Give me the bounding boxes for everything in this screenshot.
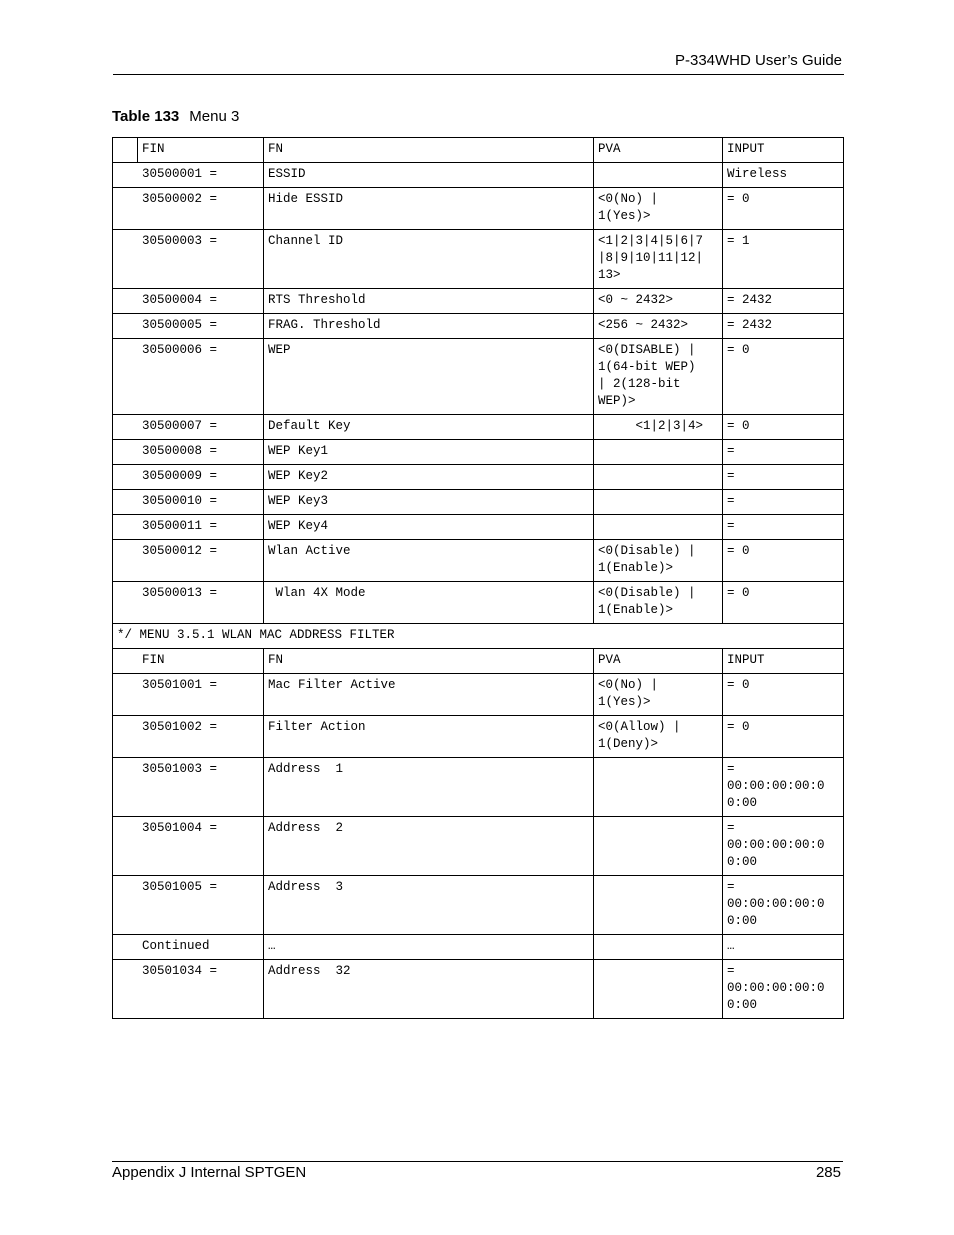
table-row	[113, 716, 844, 758]
table-row	[113, 960, 844, 1019]
input-cell: = 0	[723, 415, 844, 440]
table-row	[113, 817, 844, 876]
fn-cell: Default Key	[264, 415, 594, 440]
fin-cell: 30500006 =	[113, 339, 264, 415]
fin-cell: 30500009 =	[113, 465, 264, 490]
indent-cell	[113, 138, 138, 163]
input-cell: =	[723, 440, 844, 465]
fn-cell: FRAG. Threshold	[264, 314, 594, 339]
input-cell: =	[723, 490, 844, 515]
pva-cell	[594, 163, 723, 188]
fn-cell: WEP Key3	[264, 490, 594, 515]
table-row	[113, 490, 844, 515]
header-row	[113, 649, 844, 674]
pva-cell: <0 ~ 2432>	[594, 289, 723, 314]
table-row	[113, 582, 844, 624]
table-row	[113, 415, 844, 440]
pva-cell	[594, 758, 723, 817]
input-cell: = 00:00:00:00:0 0:00	[723, 817, 844, 876]
table-row	[113, 163, 844, 188]
input-cell: = 0	[723, 339, 844, 415]
pva-cell	[594, 465, 723, 490]
input-cell: = 2432	[723, 289, 844, 314]
menu-3-table	[112, 137, 844, 1019]
table-row	[113, 674, 844, 716]
input-cell: = 1	[723, 230, 844, 289]
header-input: INPUT	[723, 138, 844, 163]
fin-cell: Continued	[113, 935, 264, 960]
pva-cell	[594, 876, 723, 935]
fn-cell: Hide ESSID	[264, 188, 594, 230]
input-cell: Wireless	[723, 163, 844, 188]
table-row	[113, 289, 844, 314]
header-fin: FIN	[113, 649, 264, 674]
input-cell: = 0	[723, 188, 844, 230]
table-row	[113, 758, 844, 817]
fin-cell: 30501004 =	[113, 817, 264, 876]
input-cell: =	[723, 465, 844, 490]
table-title: Menu 3	[189, 108, 240, 125]
table-row	[113, 188, 844, 230]
header-input: INPUT	[723, 649, 844, 674]
table-row	[113, 515, 844, 540]
fin-cell: 30501002 =	[113, 716, 264, 758]
fin-cell: 30500012 =	[113, 540, 264, 582]
table-row	[113, 465, 844, 490]
table-number: Table 133	[112, 108, 180, 125]
table-row	[113, 540, 844, 582]
fin-cell: 30500003 =	[113, 230, 264, 289]
fin-cell: 30501001 =	[113, 674, 264, 716]
fin-cell: 30501003 =	[113, 758, 264, 817]
input-cell: = 0	[723, 540, 844, 582]
table-row	[113, 935, 844, 960]
pva-cell: <0(No) | 1(Yes)>	[594, 674, 723, 716]
page-header	[113, 50, 844, 75]
input-cell: = 0	[723, 716, 844, 758]
pva-cell: <1|2|3|4>	[594, 415, 723, 440]
fin-cell: 30500005 =	[113, 314, 264, 339]
header-row	[113, 138, 844, 163]
input-cell: …	[723, 935, 844, 960]
pva-cell: <0(Disable) | 1(Enable)>	[594, 540, 723, 582]
fin-cell: 30500013 =	[113, 582, 264, 624]
fn-cell: Address 3	[264, 876, 594, 935]
input-cell: = 2432	[723, 314, 844, 339]
section-title-row	[113, 624, 844, 649]
pva-cell	[594, 440, 723, 465]
fin-cell: 30500008 =	[113, 440, 264, 465]
pva-cell	[594, 960, 723, 1019]
fin-cell: 30500004 =	[113, 289, 264, 314]
fin-cell: 30500011 =	[113, 515, 264, 540]
input-cell: = 0	[723, 582, 844, 624]
pva-cell	[594, 935, 723, 960]
pva-cell: <0(Allow) | 1(Deny)>	[594, 716, 723, 758]
fn-cell: Filter Action	[264, 716, 594, 758]
input-cell: =	[723, 515, 844, 540]
input-cell: = 00:00:00:00:0 0:00	[723, 960, 844, 1019]
table-row	[113, 440, 844, 465]
pva-cell	[594, 817, 723, 876]
fin-cell: 30501034 =	[113, 960, 264, 1019]
fn-cell: Wlan Active	[264, 540, 594, 582]
pva-cell: <1|2|3|4|5|6|7 |8|9|10|11|12| 13>	[594, 230, 723, 289]
fn-cell: ESSID	[264, 163, 594, 188]
input-cell: = 0	[723, 674, 844, 716]
guide-title: P-334WHD User’s Guide	[675, 52, 842, 69]
fn-cell: Wlan 4X Mode	[264, 582, 594, 624]
fin-cell: 30501005 =	[113, 876, 264, 935]
fn-cell: Address 2	[264, 817, 594, 876]
header-pva: PVA	[594, 138, 723, 163]
fn-cell: Address 1	[264, 758, 594, 817]
fn-cell: …	[264, 935, 594, 960]
pva-cell	[594, 515, 723, 540]
pva-cell: <0(DISABLE) | 1(64-bit WEP) | 2(128-bit WEP)>	[594, 339, 723, 415]
pva-cell: <256 ~ 2432>	[594, 314, 723, 339]
page-number: 285	[815, 1164, 841, 1181]
table-row	[113, 876, 844, 935]
header-fn: FN	[264, 649, 594, 674]
table-row	[113, 339, 844, 415]
input-cell: = 00:00:00:00:0 0:00	[723, 758, 844, 817]
fn-cell: WEP	[264, 339, 594, 415]
table-row	[113, 230, 844, 289]
page-footer	[112, 1161, 843, 1188]
table-row	[113, 314, 844, 339]
section-title: */ MENU 3.5.1 WLAN MAC ADDRESS FILTER	[113, 624, 844, 649]
fn-cell: Address 32	[264, 960, 594, 1019]
pva-cell	[594, 490, 723, 515]
fn-cell: WEP Key2	[264, 465, 594, 490]
fn-cell: WEP Key4	[264, 515, 594, 540]
header-fn: FN	[264, 138, 594, 163]
input-cell: = 00:00:00:00:0 0:00	[723, 876, 844, 935]
header-fin: FIN	[138, 138, 264, 163]
fn-cell: RTS Threshold	[264, 289, 594, 314]
footer-section: Appendix J Internal SPTGEN	[112, 1164, 307, 1181]
pva-cell: <0(Disable) | 1(Enable)>	[594, 582, 723, 624]
fn-cell: WEP Key1	[264, 440, 594, 465]
fn-cell: Mac Filter Active	[264, 674, 594, 716]
fin-cell: 30500001 =	[113, 163, 264, 188]
header-pva: PVA	[594, 649, 723, 674]
pva-cell: <0(No) | 1(Yes)>	[594, 188, 723, 230]
table-caption	[112, 108, 239, 125]
fin-cell: 30500007 =	[113, 415, 264, 440]
fn-cell: Channel ID	[264, 230, 594, 289]
fin-cell: 30500010 =	[113, 490, 264, 515]
fin-cell: 30500002 =	[113, 188, 264, 230]
